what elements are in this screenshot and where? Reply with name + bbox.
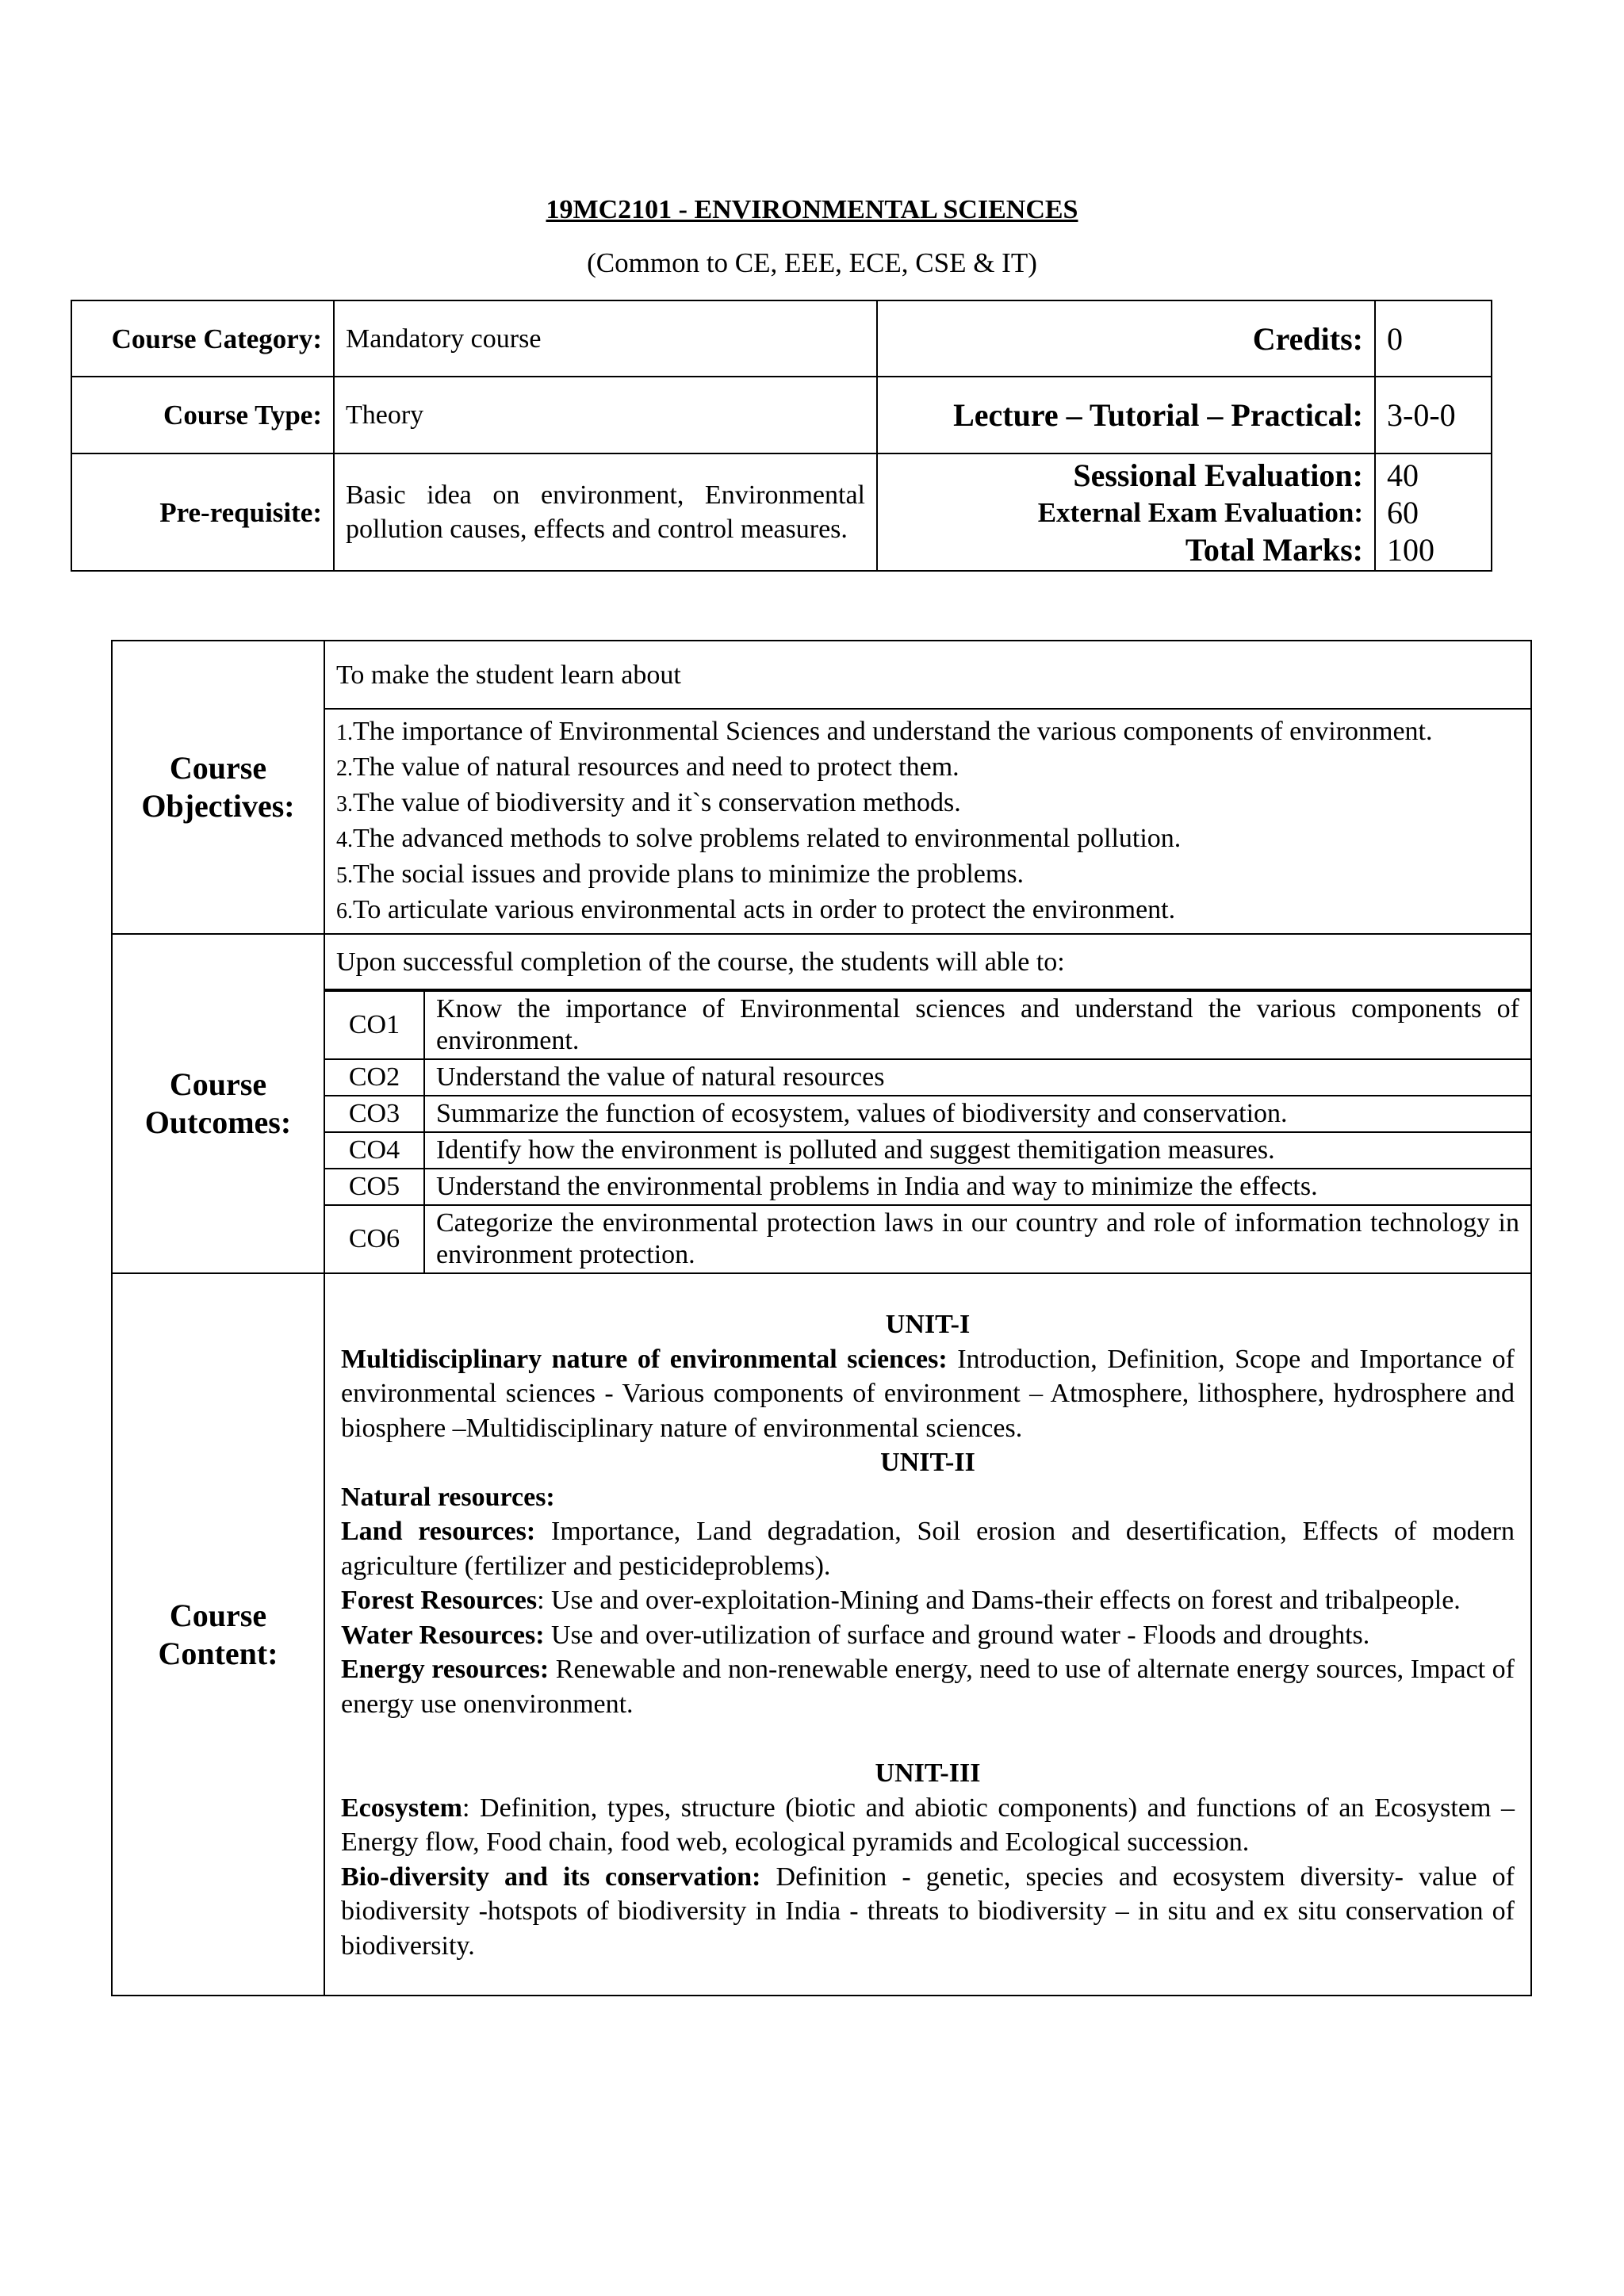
- outcome-code: CO4: [325, 1132, 424, 1169]
- biodiversity-paragraph: Bio-diversity and its conservation: Definition - genetic, species and ecosystem diversity- value of biodiversity -hotspots of biodiversity in India - threats to biodiversity – in situ and ex situ conservation of biodiversity.: [341, 1862, 1515, 1961]
- outcome-code: CO2: [325, 1059, 424, 1096]
- objective-item: 1.The importance of Environmental Sciences and understand the various components of environment.: [336, 717, 1433, 746]
- category-label: Course Category:: [71, 300, 334, 377]
- objective-item: 3.The value of biodiversity and it`s conservation methods.: [336, 788, 961, 817]
- table-row: [325, 1169, 1530, 1205]
- content-label: Course Content:: [112, 1273, 324, 1996]
- unit-heading: UNIT-II: [880, 1448, 975, 1477]
- unit-heading: UNIT-I: [885, 1310, 971, 1339]
- prereq-label: Pre-requisite:: [71, 453, 334, 571]
- outcome-text: Understand the environmental problems in India and way to minimize the effects.: [424, 1169, 1530, 1205]
- outcomes-cell: [324, 989, 1531, 1273]
- total-value: 100: [1387, 531, 1434, 568]
- external-label: External Exam Evaluation:: [1037, 496, 1363, 528]
- table-row: [325, 1205, 1530, 1272]
- outcome-text: Identify how the environment is polluted and suggest themitigation measures.: [424, 1132, 1530, 1169]
- ltp-value: 3-0-0: [1375, 377, 1492, 453]
- forest-resources-paragraph: Forest Resources: Use and over-exploitation-Mining and Dams-their effects on forest and tribalpeople.: [341, 1586, 1461, 1615]
- type-value: Theory: [334, 377, 877, 453]
- objectives-intro: To make the student learn about: [324, 641, 1531, 709]
- sessional-label: Sessional Evaluation:: [1073, 457, 1363, 493]
- prereq-value: Basic idea on environment, Environmental pollution causes, effects and control measures.: [334, 453, 877, 571]
- total-label: Total Marks:: [1185, 531, 1363, 568]
- content-body: [324, 1273, 1531, 1996]
- course-details-table: [111, 640, 1532, 1996]
- outcomes-label: Course Outcomes:: [112, 934, 324, 1273]
- category-value: Mandatory course: [334, 300, 877, 377]
- table-row: [325, 1096, 1530, 1132]
- outcome-code: CO1: [325, 991, 424, 1059]
- unit-heading: UNIT-III: [875, 1758, 981, 1788]
- objective-item: 5.The social issues and provide plans to minimize the problems.: [336, 859, 1025, 889]
- water-resources-paragraph: Water Resources: Use and over-utilization of surface and ground water - Floods and droughts.: [341, 1620, 1370, 1650]
- unit2-subheading: Natural resources:: [341, 1482, 555, 1512]
- objective-item: 6.To articulate various environmental acts in order to protect the environment.: [336, 895, 1176, 924]
- credits-value: 0: [1375, 300, 1492, 377]
- objectives-label: Course Objectives:: [112, 641, 324, 934]
- type-label: Course Type:: [71, 377, 334, 453]
- outcomes-intro: Upon successful completion of the course, the students will able to:: [324, 934, 1531, 989]
- ecosystem-paragraph: Ecosystem: Definition, types, structure (biotic and abiotic components) and functions of an Ecosystem –Energy flow, Food chain, food web, ecological pyramids and Ecological succession.: [341, 1793, 1515, 1857]
- outcome-code: CO5: [325, 1169, 424, 1205]
- outcome-code: CO3: [325, 1096, 424, 1132]
- outcomes-table: [325, 990, 1530, 1272]
- objectives-list: [324, 709, 1531, 934]
- land-resources-paragraph: Land resources: Importance, Land degradation, Soil erosion and desertification, Effects of modern agriculture (fertilizer and pesticideproblems).: [341, 1517, 1515, 1581]
- unit1-paragraph: Multidisciplinary nature of environmental sciences: Introduction, Definition, Scope and Importance of environmental sciences - Various components of environment – Atmosphere, lithosphere, hydrosphere and biosphere –Multidisciplinary nature of environmental sciences.: [341, 1344, 1515, 1443]
- evaluation-labels: [877, 453, 1375, 571]
- ltp-label: Lecture – Tutorial – Practical:: [877, 377, 1375, 453]
- table-row: [325, 1059, 1530, 1096]
- energy-resources-paragraph: Energy resources: Renewable and non-renewable energy, need to use of alternate energy sources, Impact of energy use onenvironment.: [341, 1655, 1515, 1719]
- outcome-text: Summarize the function of ecosystem, values of biodiversity and conservation.: [424, 1096, 1530, 1132]
- outcome-text: Understand the value of natural resources: [424, 1059, 1530, 1096]
- objective-item: 2.The value of natural resources and need to protect them.: [336, 752, 959, 782]
- course-title: 19MC2101 - ENVIRONMENTAL SCIENCES: [546, 195, 1078, 224]
- outcome-text: Know the importance of Environmental sciences and understand the various components of environment.: [424, 991, 1530, 1059]
- external-value: 60: [1387, 494, 1419, 530]
- objective-item: 4.The advanced methods to solve problems related to environmental pollution.: [336, 824, 1182, 853]
- credits-label: Credits:: [877, 300, 1375, 377]
- sessional-value: 40: [1387, 457, 1419, 493]
- outcome-text: Categorize the environmental protection laws in our country and role of information technology in environment protection.: [424, 1205, 1530, 1272]
- outcome-code: CO6: [325, 1205, 424, 1272]
- course-info-table: [71, 300, 1492, 572]
- course-subtitle: (Common to CE, EEE, ECE, CSE & IT): [587, 247, 1037, 278]
- table-row: [325, 1132, 1530, 1169]
- table-row: [325, 991, 1530, 1059]
- evaluation-values: [1375, 453, 1492, 571]
